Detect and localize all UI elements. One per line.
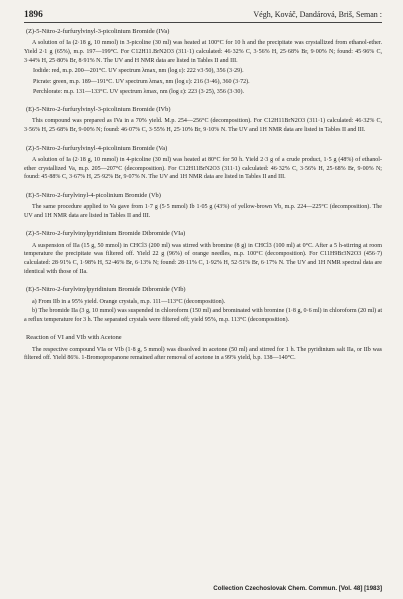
section-title: (Z)-5-Nitro-2-furfurylvinyl-3-picolinium Bromide (IVa) [26,28,170,35]
paragraph: b) The bromide IIa (3 g, 10 mmol) was suspended in chloroform (150 ml) and brominated with bromine (1·8 g, 0·6 ml) in chloroform (20 ml) at a reflux temperature for 3 h. The separated crystals were filtered off; yield 95%, m.p. 113°C (decomposition). [24,308,382,323]
paragraph: The same procedure applied to Va gave from 1·7 g (5·5 mmol) Ib 1·05 g (43%) of yellow-brown Vb, m.p. 224—225°C (decomposition). The UV and 1H NMR data are listed in Tables II and III. [24,204,382,219]
sub-entry-iodide: Iodide: red, m.p. 200—201°C. UV spectrum λmax, nm (log ε): 222 v3·50), 356 (3·29). [33,68,244,75]
section-title: Reaction of VI and VIb with Acetone [26,334,122,342]
paragraph: a) From IIb in a 95% yield. Orange crystals, m.p. 111—113°C (decomposition). [32,298,226,305]
page-header [24,10,382,23]
journal-footer: Collection Czechoslovak Chem. Commun. [Vol. 48] [1983] [213,585,382,592]
paragraph: The respective compound VIa or VIb (1·8 g, 5 mmol) was dissolved in acetone (50 ml) and stirred for 1 h. The pyridinium salt IIa, or IIb was filtered off. Yield 86%. 1-Bromopropanone remained after removal of acetone in a 99% yield, b.p. 138—140°C. [24,346,382,362]
page [24,10,382,364]
paragraph: This compound was prepared as IVa in a 70% yield. M.p. 254—256°C (decomposition). For C12H11BrN2O3 (311·1) calculated: 46·32% C, 3·56% H, 25·68% Br, 9·00% N; found: 46·07% C, 3·55% H, 25·10% Br, 9·10% N. The UV and 1H NMR data are listed in Tables II and III. [24,118,382,133]
page-number: 1896 [24,10,43,20]
section-title: (Z)-5-Nitro-2-furylvinylpyridinium Bromide Dibromide (VIa) [26,230,186,238]
paragraph: A solution of Ia (2·18 g, 10 mmol) in 4-picoline (30 ml) was heated at 80°C for 50 h. Yield 2·3 g of a crude product, 1·5 g (48%) of ethanol-ether crystallized Va, m.p. 205—207°C (decomposition). For C12H11BrN2O3 (311·1) calculated: 46·32% C, 3·56% H, 25·68% Br, 9·00% N; found: 45·88% C, 3·67% H, 25·92% Br, 9·07% N. The UV and 1H NMR data are listed in Tables II and III. [24,156,382,181]
section-title: (E)-5-Nitro-2-furylvinylpyridinium Bromide Dibromide (VIb) [26,286,186,294]
paragraph: A suspension of IIa (15 g, 50 mmol) in CHCl3 (200 ml) was stirred with bromine (8 g) in CHCl3 (100 ml) at 0°C. After a 5 h-stirring at room temperature the precipitate was filtered off. Yield 22 g (96%) of orange needles, m.p. 100°C (decomposition). For C11H9Br3N2O3 (456·7) calculated: 28·91% C, 1·98% H, 52·46% Br, 6·13% N; found: 28·11% C, 1·92% H, 52·51% Br, 6·17% N. The UV and 1H NMR spectral data are identical with those of IIa. [24,242,382,275]
section-title: (E)-5-Nitro-2-furylvinyl-4-picolinium Bromide (Vb) [26,191,161,199]
sub-entry-perchlorate: Perchlorate: m.p. 131—133°C. UV spectrum λmax, nm (log ε): 223 (3·25), 356 (3·30). [33,89,244,96]
section-title: (E)-5-Nitro-2-furfurylvinyl-3-picolinium Bromide (IVb) [26,105,171,113]
paragraph: A solution of Ia (2·18 g, 10 mmol) in 3-picoline (30 ml) was heated at 100°C for 10 h and the precipitate was crystallized from ethanol-ether. Yield 2·1 g (65%), m.p. 197—199°C. For C12H11.BrN2O3 (311·1) calculated: 46·32% C, 3·56% H, 25·68% Br, 9·00% N; found: 45·96% C, 3·44% H, 25·80% Br, 8·91% N. The UV and H NMR data are listed in Tables II and III. [24,40,382,64]
running-authors: Végh, Kováč, Dandárová, Briš, Seman : [253,10,382,19]
section-title: (Z)-5-Nitro-2-furfurylvinyl-4-picolinium Bromide (Va) [26,144,168,152]
sub-entry-picrate: Picrate: green, m.p. 189—191°C. UV spectrum λmax, nm (log ε): 216 (3·46), 360 (3·72). [33,78,250,85]
